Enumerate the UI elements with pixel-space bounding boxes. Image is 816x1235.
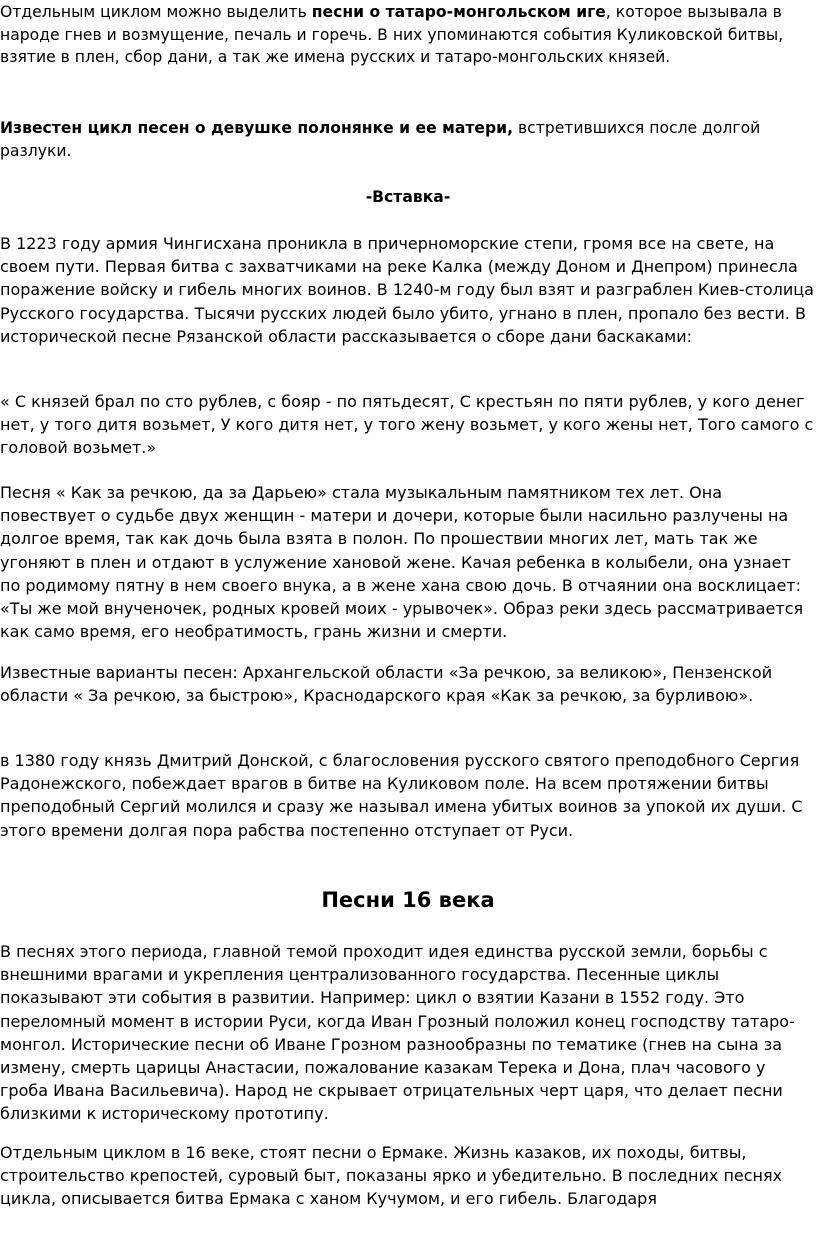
paragraph-song-variants: Известные варианты песен: Архангельской области «За речкою, за великою», Пензенской области « За речкою, за быстрою», Краснодарского края «Как за речкою, за бурливою».	[0, 663, 773, 706]
paragraph-captive-girl-cycle	[0, 117, 816, 162]
paragraph-kulikovo-1380: в 1380 году князь Дмитрий Донской, с благословения русского святого преподобного Сергия Радонежского, побеждает врагов в битве на Куликовом поле. На всем протяжении битвы преподобный Сергий молился и сразу же называл имена убитых воинов за упокой их души. С этого времени долгая пора рабства постепенно отступает от Руси.	[0, 751, 803, 840]
section-heading-16th-century: Песни 16 века	[321, 888, 495, 912]
paragraph-yermak-cycle: Отдельным циклом в 16 веке, стоят песни о Ермаке. Жизнь казаков, их походы, битвы, строительство крепостей, суровый быт, показаны ярко и убедительно. В последних песнях цикла, описывается битва Ермака с ханом Кучумом, и его гибель. Благодаря	[0, 1143, 783, 1209]
paragraph-text-rest: встретившихся после долгой разлуки.	[0, 119, 761, 160]
paragraph-text-rest: , которое вызывала в народе гнев и возмущение, печаль и горечь. В них упоминаются события Куликовской битвы, взятие в плен, сбор дани, а так же имена русских и татаро-монгольских князей.	[0, 3, 784, 66]
paragraph-tribute-quote: « С князей брал по сто рублев, с бояр - по пятьдесят, С крестьян по пяти рублев, у кого денег нет, у того дитя возьмет, У кого дитя нет, у того жену возьмет, у кого жены нет, Того самого с головой возьмет.»	[0, 392, 814, 458]
paragraph-text-start: Отдельным циклом можно выделить	[0, 3, 312, 21]
paragraph-song-darya: Песня « Как за речкою, да за Дарьею» стала музыкальным памятником тех лет. Она повествует о судьбе двух женщин - матери и дочери, которые были насильно разлучены на долгое время, так как дочь была взята в полон. По прошествии многих лет, мать так же угоняют в плен и отдают в услужение хановой жене. Качая ребенка в колыбели, она узнает по родимому пятну в нем своего внука, а в жене хана свою дочь. В отчаянии она восклицает: «Ты же мой внученочек, родных кровей моих - урывочек». Образ реки здесь рассматривается как само время, его необратимость, грань жизни и смерти.	[0, 483, 804, 642]
bold-phrase-captive-cycle: Известен цикл песен о девушке полонянке и ее матери,	[0, 119, 514, 137]
insert-marker: -Вставка-	[365, 188, 451, 206]
paragraph-16th-century-themes: В песнях этого периода, главной темой проходит идея единства русской земли, борьбы с внешними врагами и укрепления централизованного государства. Песенные циклы показывают эти события в развитии. Например: цикл о взятии Казани в 1552 году. Это переломный момент в истории Руси, когда Иван Грозный положил конец господству татаро-монгол. Исторические песни об Иване Грозном разнообразны по тематике (гнев на сына за измену, смерть царицы Анастасии, пожалование казакам Терека и Дона, плач часового у гроба Ивана Васильевича). Народ не скрывает отрицательных черт царя, что делает песни близкими к историческому прототипу.	[0, 942, 795, 1124]
paragraph-tatar-mongol-yoke	[0, 1, 816, 69]
paragraph-genghis-khan-1223: В 1223 году армия Чингисхана проникла в причерноморские степи, громя все на свете, на своем пути. Первая битва с захватчиками на реке Калка (между Доном и Днепром) принесла поражение войску и гибель многих воинов. В 1240-м году был взят и разграблен Киев-столица Русского государства. Тысячи русских людей было убито, угнано в плен, пропало без вести. В исторической песне Рязанской области рассказывается о сборе дани баскаками:	[0, 234, 814, 346]
bold-phrase-tatar-songs: песни о татаро-монгольском иге	[311, 3, 606, 21]
